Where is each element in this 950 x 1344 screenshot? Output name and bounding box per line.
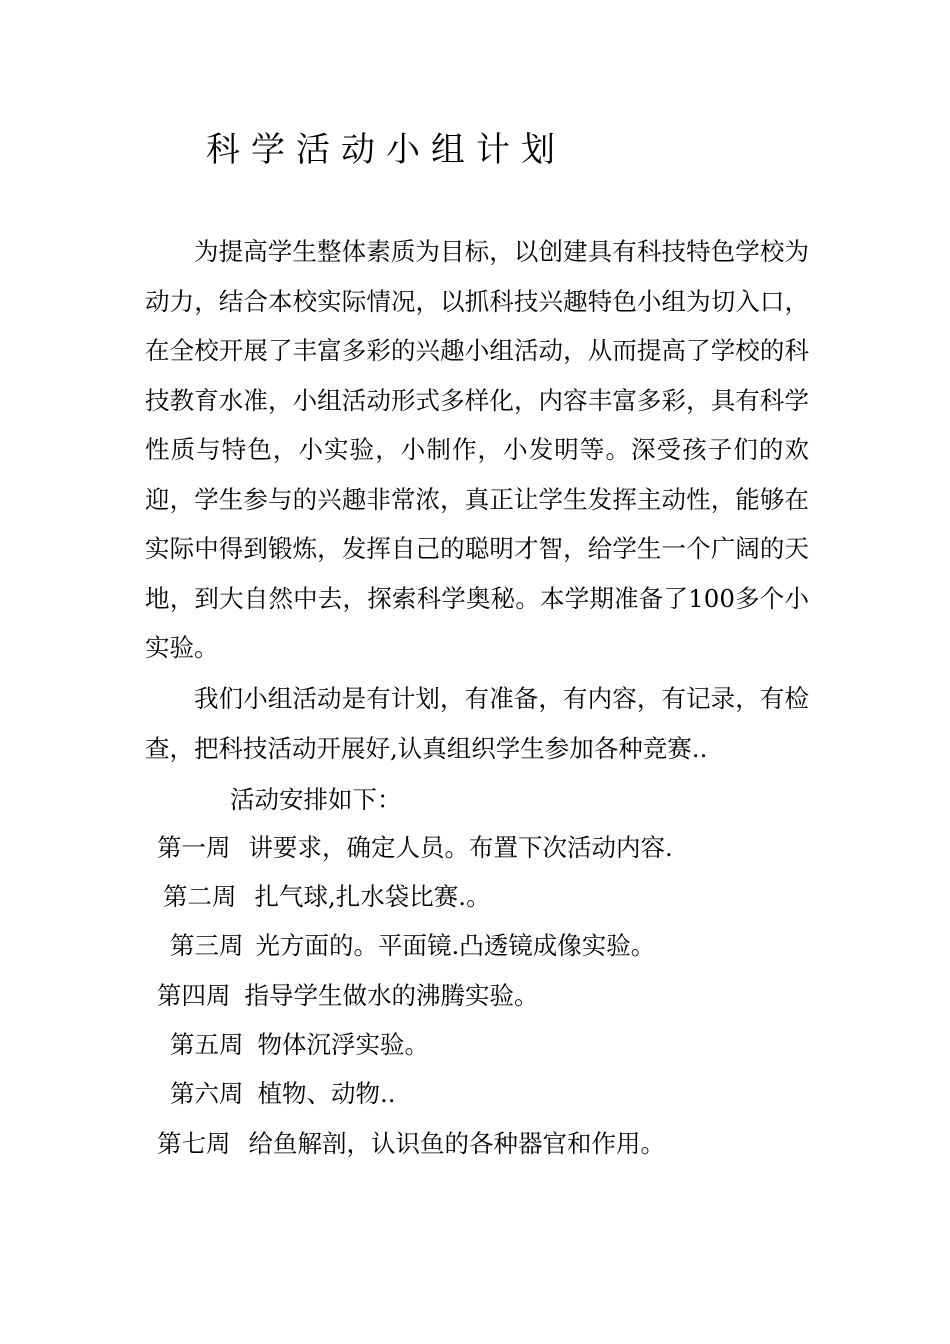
week-content: 指导学生做水的沸腾实验。: [244, 981, 539, 1010]
week-label: 第一周: [157, 833, 231, 862]
week-content: 给鱼解剖，认识鱼的各种器官和作用。: [248, 1129, 665, 1158]
schedule-item-week3: [170, 921, 655, 971]
schedule-item-week6: [170, 1069, 396, 1119]
schedule-item-week2: [163, 872, 491, 922]
document-title: 科学活动小组计划: [206, 130, 566, 170]
schedule-item-week1: [157, 823, 673, 873]
week-content: 扎气球,扎水袋比赛.。: [254, 882, 491, 911]
week-label: 第六周: [170, 1079, 244, 1108]
schedule-item-week7: [157, 1119, 665, 1169]
schedule-item-week5: [170, 1020, 429, 1070]
week-label: 第三周: [170, 931, 244, 960]
paragraph-intro: 为提高学生整体素质为目标，以创建具有科技特色学校为动力，结合本校实际情况，以抓科技兴趣特色小组为切入口，在全校开展了丰富多彩的兴趣小组活动，从而提高了学校的科技教育水准，小组活动形式多样化，内容丰富多彩，具有科学性质与特色，小实验，小制作，小发明等。深受孩子们的欢迎，学生参与的兴趣非常浓，真正让学生发挥主动性，能够在实际中得到锻炼，发挥自己的聪明才智，给学生一个广阔的天地，到大自然中去，探索科学奥秘。本学期准备了100多个小实验。: [145, 237, 809, 662]
week-label: 第七周: [157, 1129, 231, 1158]
paragraph-plan: 我们小组活动是有计划，有准备，有内容，有记录，有检查，把科技活动开展好,认真组织学生参加各种竞赛..: [145, 684, 809, 763]
week-content: 光方面的。平面镜.凸透镜成像实验。: [255, 931, 656, 960]
week-label: 第四周: [157, 981, 231, 1010]
schedule-item-week4: [157, 971, 539, 1021]
week-content: 植物、动物..: [257, 1079, 396, 1108]
week-label: 第五周: [170, 1030, 244, 1059]
schedule-heading: 活动安排如下：: [230, 785, 402, 814]
week-label: 第二周: [163, 882, 237, 911]
week-content: 物体沉浮实验。: [257, 1030, 429, 1059]
week-content: 讲要求，确定人员。布置下次活动内容.: [248, 833, 673, 862]
